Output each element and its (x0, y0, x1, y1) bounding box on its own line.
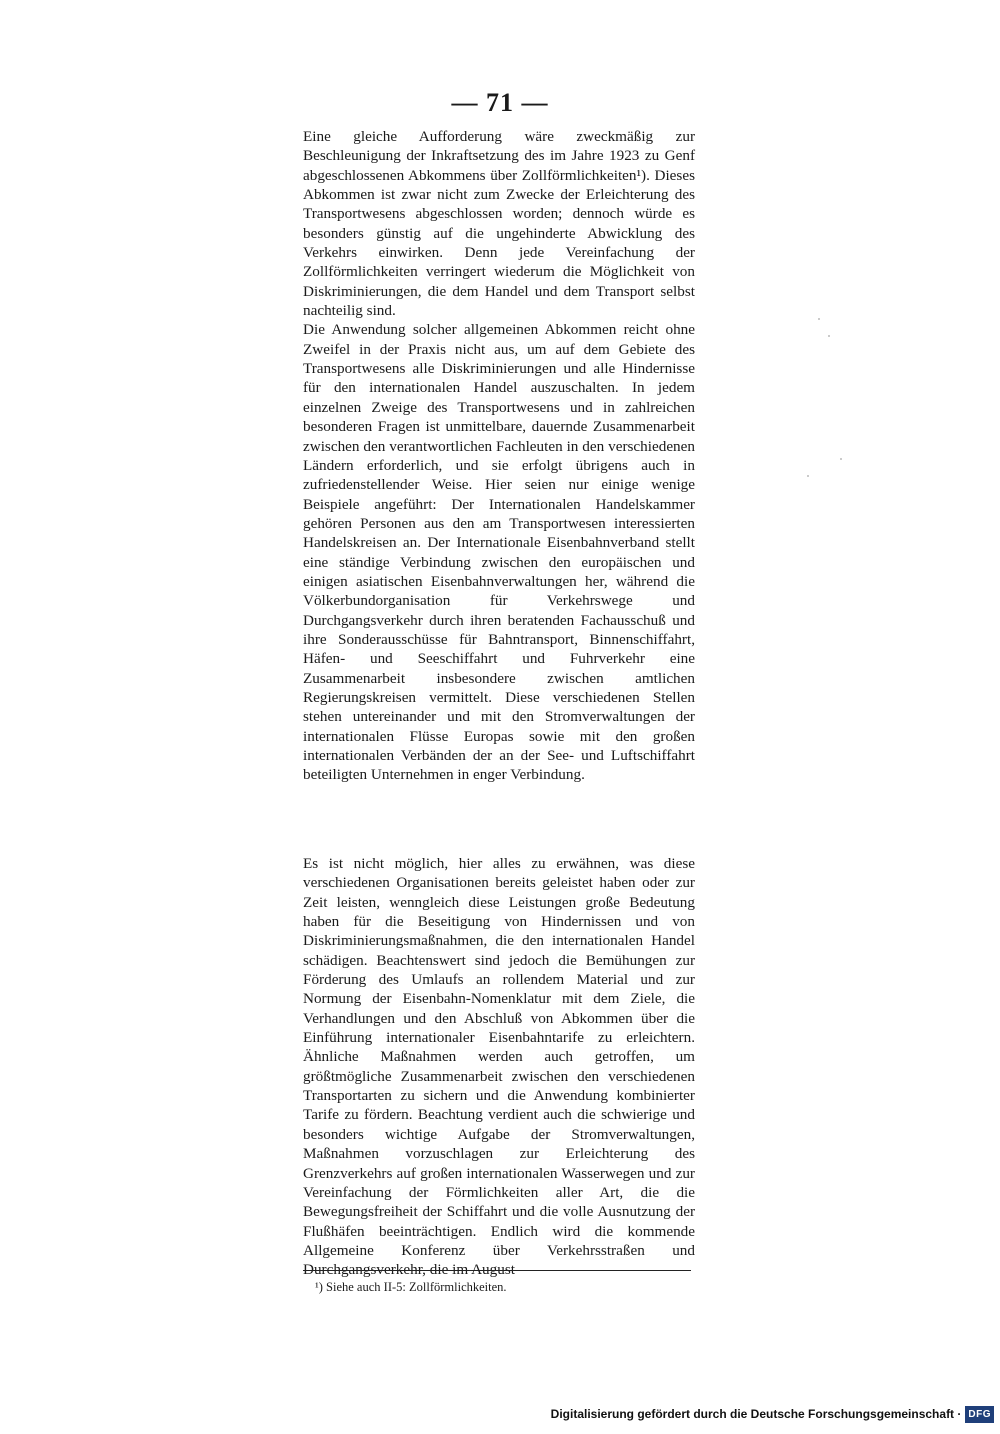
digitization-credit (551, 1404, 994, 1424)
scan-speck (807, 475, 809, 477)
paragraph: Die Anwendung solcher allgemeinen Abkommen reicht ohne Zweifel in der Praxis nicht aus, um auf dem Gebiete des Transportwesens alle Diskriminierungen und alle Hindernisse für den internationalen Handel auszuschalten. In jedem einzelnen Zweige des Transportwesens und in zahlreichen besonderen Fragen ist unmittelbare, dauernde Zusammenarbeit zwischen den verantwortlichen Fachleuten in den verschiedenen Ländern erforderlich, und sie erfolgt übrigens auch in zufriedenstellender Weise. Hier seien nur einige wenige Beispiele angeführt: Der Internationalen Handelskammer gehören Personen aus den am Transportwesen interessierten Handelskreisen an. Der Internationale Eisenbahnverband stellt eine ständige Verbindung zwischen den europäischen und einigen asiatischen Eisenbahnverwaltungen her, während die Völkerbundorganisation für Verkehrswege und Durchgangsverkehr durch ihren beratenden Fachausschuß und ihre Sonderausschüsse für Bahntransport, Binnenschiffahrt, Häfen- und Seeschiffahrt und Fuhrverkehr eine Zusammenarbeit insbesondere zwischen amtlichen Regierungskreisen vermittelt. Diese verschiedenen Stellen stehen untereinander und mit den Stromverwaltungen der internationalen Flüsse Europas sowie mit den großen internationalen Verbänden der an der See- und Luftschiffahrt beteiligten Unternehmen in enger Verbindung. (303, 321, 695, 784)
body-text-bottom (303, 854, 695, 1280)
footnote-divider (303, 1270, 691, 1271)
scan-speck (840, 458, 842, 460)
body-text-top (303, 127, 695, 785)
page-number: — 71 — (451, 88, 549, 117)
scan-speck (818, 318, 820, 320)
dfg-logo-icon: DFG (965, 1406, 994, 1423)
footnote: ¹) Siehe auch II-5: Zollförmlichkeiten. (315, 1280, 507, 1294)
paragraph: Eine gleiche Aufforderung wäre zweckmäßig zur Beschleunigung der Inkraftsetzung des im Jahre 1923 zu Genf abgeschlossenen Abkommens über Zollförmlichkeiten¹). Dieses Abkommen ist zwar nicht zum Zwecke der Erleichterung des Transportwesens abgeschlossen worden; dennoch würde es besonders günstig auf die ungehinderte Abwicklung des Verkehrs einwirken. Denn jede Vereinfachung der Zollförmlichkeiten verringert wiederum die Möglichkeit von Diskriminierungen, die dem Handel und dem Transport selbst nachteilig sind. (303, 128, 695, 320)
credit-text: Digitalisierung gefördert durch die Deutsche Forschungsgemeinschaft · (550, 1407, 962, 1421)
scan-speck (828, 335, 830, 337)
paragraph: Es ist nicht möglich, hier alles zu erwähnen, was diese verschiedenen Organisationen bereits geleistet haben oder zur Zeit leisten, wenngleich diese Leistungen große Bedeutung haben für die Beseitigung von Hindernissen und von Diskriminierungsmaßnahmen, die den internationalen Handel schädigen. Beachtenswert sind jedoch die Bemühungen zur Förderung des Umlaufs an rollendem Material und zur Normung der Eisenbahn-Nomenklatur mit dem Ziele, die Verhandlungen und den Abschluß von Abkommen über die Einführung internationaler Eisenbahntarife zu erleichtern. Ähnliche Maßnahmen werden auch getroffen, um größtmögliche Zusammenarbeit zwischen den verschiedenen Transportarten zu sichern und die Anwendung kombinierter Tarife zu fördern. Beachtung verdient auch die schwierige und besonders wichtige Aufgabe der Stromverwaltungen, Maßnahmen vorzuschlagen zur Erleichterung des Grenzverkehrs auf großen internationalen Wasserwegen und zur Vereinfachung der Förmlichkeiten aller Art, die die Bewegungsfreiheit der Schiffahrt und die volle Ausnutzung der Flußhäfen beeinträchtigen. Endlich wird die kommende Allgemeine Konferenz über Verkehrsstraßen und Durchgangsverkehr, die im August (303, 855, 695, 1279)
